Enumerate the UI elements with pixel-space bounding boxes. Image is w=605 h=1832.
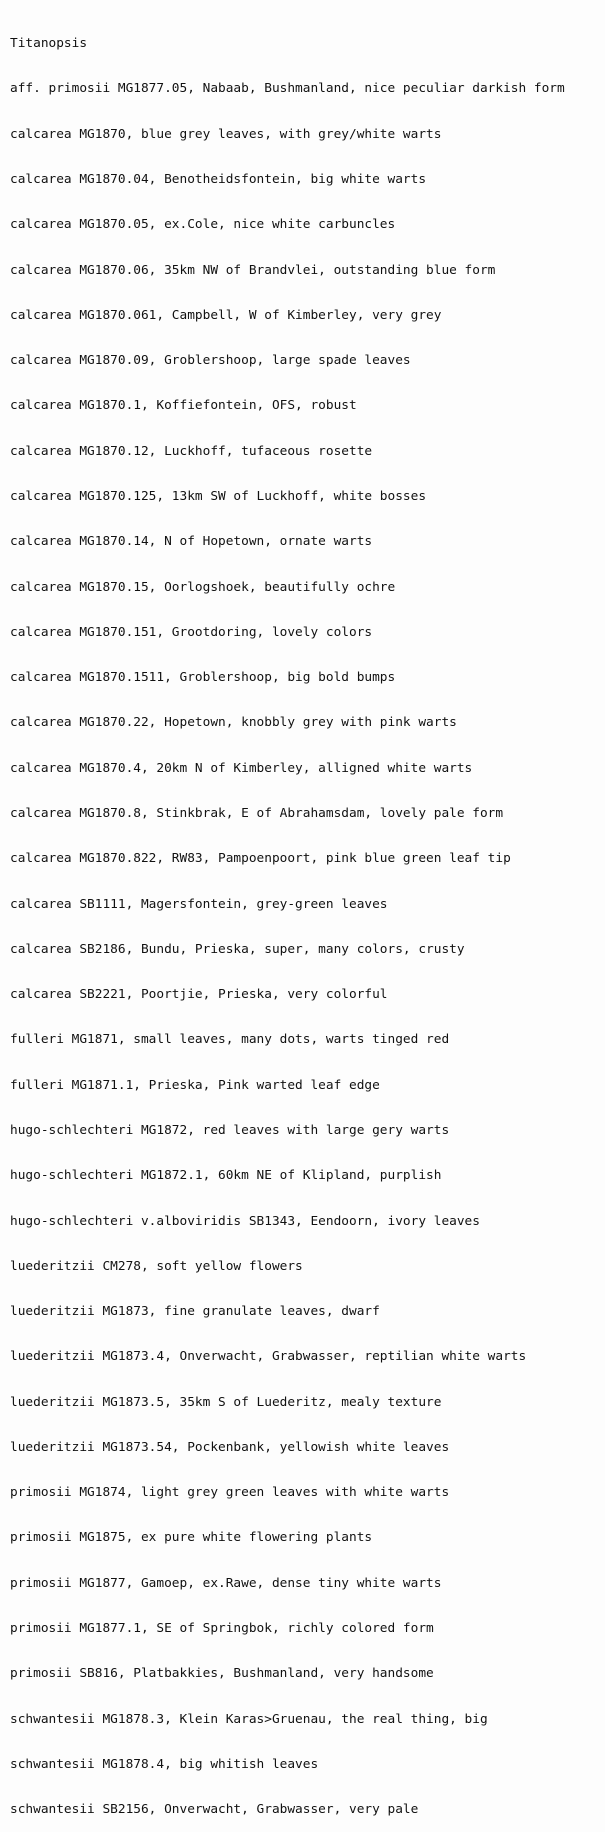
entry-line: primosii SB816, Platbakkies, Bushmanland, very handsome bbox=[10, 1666, 434, 1682]
entry-line: primosii MG1877, Gamoep, ex.Rawe, dense tiny white warts bbox=[10, 1575, 442, 1591]
entry-line: schwantesii MG1878.4, big whitish leaves bbox=[10, 1756, 319, 1772]
entry-line: calcarea SB1111, Magersfontein, grey-green leaves bbox=[10, 896, 388, 912]
entry-line: fulleri MG1871, small leaves, many dots, warts tinged red bbox=[10, 1032, 450, 1048]
entry-line: calcarea MG1870.04, Benotheidsfontein, big white warts bbox=[10, 172, 427, 188]
entry-line: hugo-schlechteri MG1872, red leaves with large gery warts bbox=[10, 1122, 450, 1138]
entry-line: calcarea MG1870.8, Stinkbrak, E of Abrahamsdam, lovely pale form bbox=[10, 805, 504, 821]
entry-line: primosii MG1875, ex pure white flowering plants bbox=[10, 1530, 373, 1546]
entry-line: fulleri MG1871.1, Prieska, Pink warted leaf edge bbox=[10, 1077, 380, 1093]
entry-line: schwantesii MG1878.3, Klein Karas>Gruenau, the real thing, big bbox=[10, 1711, 488, 1727]
entry-line: calcarea MG1870.12, Luckhoff, tufaceous rosette bbox=[10, 443, 373, 459]
entry-line: calcarea MG1870.22, Hopetown, knobbly grey with pink warts bbox=[10, 715, 457, 731]
entry-line: calcarea MG1870.14, N of Hopetown, ornate warts bbox=[10, 534, 373, 550]
entry-line: calcarea MG1870.125, 13km SW of Luckhoff, white bosses bbox=[10, 489, 427, 504]
entry-line: luederitzii MG1873.5, 35km S of Luederitz, mealy texture bbox=[10, 1394, 442, 1410]
entry-line: hugo-schlechteri v.alboviridis SB1343, Eendoorn, ivory leaves bbox=[10, 1213, 480, 1229]
entry-line: primosii MG1874, light grey green leaves with white warts bbox=[10, 1485, 450, 1501]
page-title: Titanopsis bbox=[10, 36, 88, 52]
entry-line: calcarea MG1870, blue grey leaves, with grey/white warts bbox=[10, 126, 442, 142]
entry-line: calcarea MG1870.09, Groblershoop, large spade leaves bbox=[10, 353, 411, 369]
entry-line: luederitzii CM278, soft yellow flowers bbox=[10, 1258, 303, 1274]
entry-line: primosii MG1877.1, SE of Springbok, richly colored form bbox=[10, 1621, 434, 1637]
entry-line: calcarea MG1870.822, RW83, Pampoenpoort, pink blue green leaf tip bbox=[10, 851, 511, 867]
entry-line: hugo-schlechteri MG1872.1, 60km NE of Klipland, purplish bbox=[10, 1168, 442, 1184]
entry-line: aff. primosii MG1877.05, Nabaab, Bushmanland, nice peculiar darkish form bbox=[10, 81, 565, 97]
entry-line: luederitzii MG1873, fine granulate leaves, dwarf bbox=[10, 1304, 380, 1320]
entry-line: calcarea SB2221, Poortjie, Prieska, very colorful bbox=[10, 987, 388, 1003]
entry-line: calcarea MG1870.061, Campbell, W of Kimberley, very grey bbox=[10, 307, 442, 323]
entry-line: luederitzii MG1873.54, Pockenbank, yellowish white leaves bbox=[10, 1439, 450, 1455]
entry-line: calcarea MG1870.06, 35km NW of Brandvlei, outstanding blue form bbox=[10, 262, 496, 278]
entry-line: calcarea MG1870.1, Koffiefontein, OFS, robust bbox=[10, 398, 357, 414]
entry-line: calcarea MG1870.4, 20km N of Kimberley, alligned white warts bbox=[10, 760, 473, 776]
entry-line: schwantesii SB2156, Onverwacht, Grabwasser, very pale bbox=[10, 1802, 419, 1818]
entry-line: luederitzii MG1873.4, Onverwacht, Grabwasser, reptilian white warts bbox=[10, 1349, 527, 1365]
entry-line: calcarea SB2186, Bundu, Prieska, super, many colors, crusty bbox=[10, 941, 465, 957]
entry-line: calcarea MG1870.15, Oorlogshoek, beautifully ochre bbox=[10, 579, 396, 595]
entry-line: calcarea MG1870.1511, Groblershoop, big bold bumps bbox=[10, 670, 396, 686]
entry-line: calcarea MG1870.05, ex.Cole, nice white carbuncles bbox=[10, 217, 396, 233]
entry-line: calcarea MG1870.151, Grootdoring, lovely colors bbox=[10, 624, 373, 640]
